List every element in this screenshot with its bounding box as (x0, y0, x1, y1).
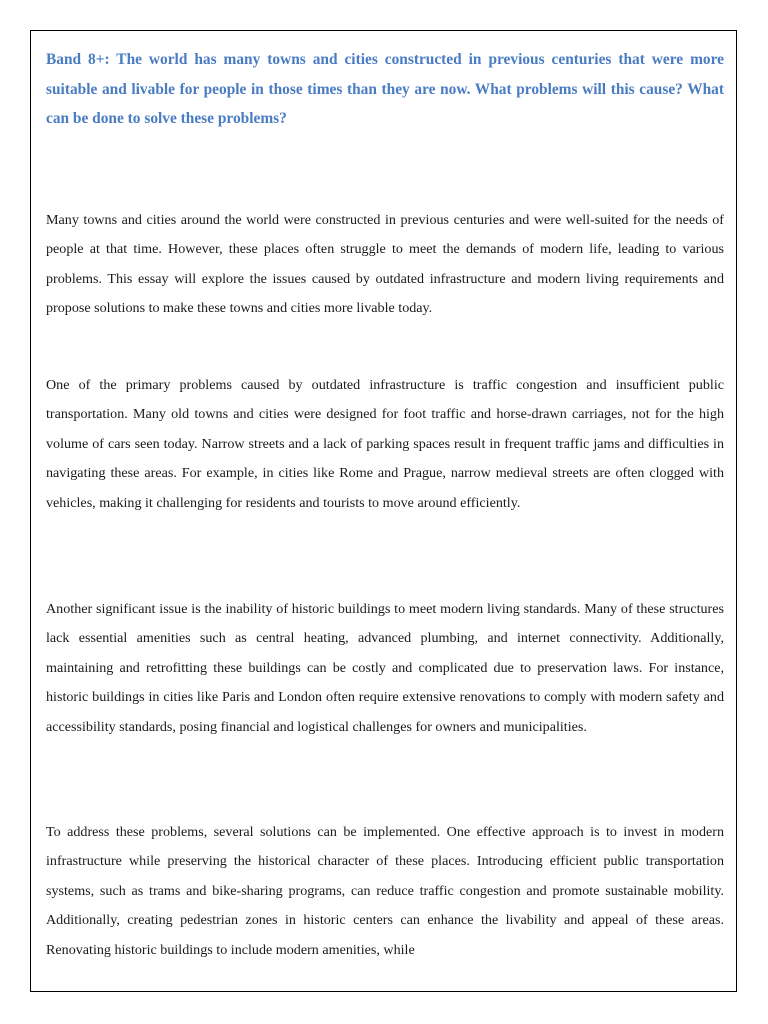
paragraph-introduction: Many towns and cities around the world were constructed in previous centuries and were well-suited for the needs of people at that time. However, these places often struggle to meet the demands of modern life, leading to various problems. This essay will explore the issues caused by outdated infrastructure and modern living requirements and propose solutions to make these towns and cities more livable today. (46, 212, 724, 317)
paragraph-solutions: To address these problems, several solutions can be implemented. One effective approach is to invest in modern infrastructure while preserving the historical character of these places. Introducing efficient public transportation systems, such as trams and bike-sharing programs, can reduce traffic congestion and promote sustainable mobility. Additionally, creating pedestrian zones in historic centers can enhance the livability and appeal of these areas. Renovating historic buildings to include modern amenities, while (46, 824, 724, 958)
document-page (30, 30, 737, 992)
paragraph-historic-buildings: Another significant issue is the inability of historic buildings to meet modern living standards. Many of these structures lack essential amenities such as central heating, advanced plumbing, and internet connectivity. Additionally, maintaining and retrofitting these buildings can be costly and complicated due to preservation laws. For instance, historic buildings in cities like Paris and London often require extensive renovations to comply with modern safety and accessibility standards, posing financial and logistical challenges for owners and municipalities. (46, 601, 724, 735)
essay-title: Band 8+: The world has many towns and cities constructed in previous centuries that were more suitable and livable for people in those times than they are now. What problems will this cause? What can be done to solve these problems? (46, 51, 724, 127)
paragraph-traffic-problem: One of the primary problems caused by outdated infrastructure is traffic congestion and insufficient public transportation. Many old towns and cities were designed for foot traffic and horse-drawn carriages, not for the high volume of cars seen today. Narrow streets and a lack of parking spaces result in frequent traffic jams and difficulties in navigating these areas. For example, in cities like Rome and Prague, narrow medieval streets are often clogged with vehicles, making it challenging for residents and tourists to move around efficiently. (46, 377, 724, 511)
